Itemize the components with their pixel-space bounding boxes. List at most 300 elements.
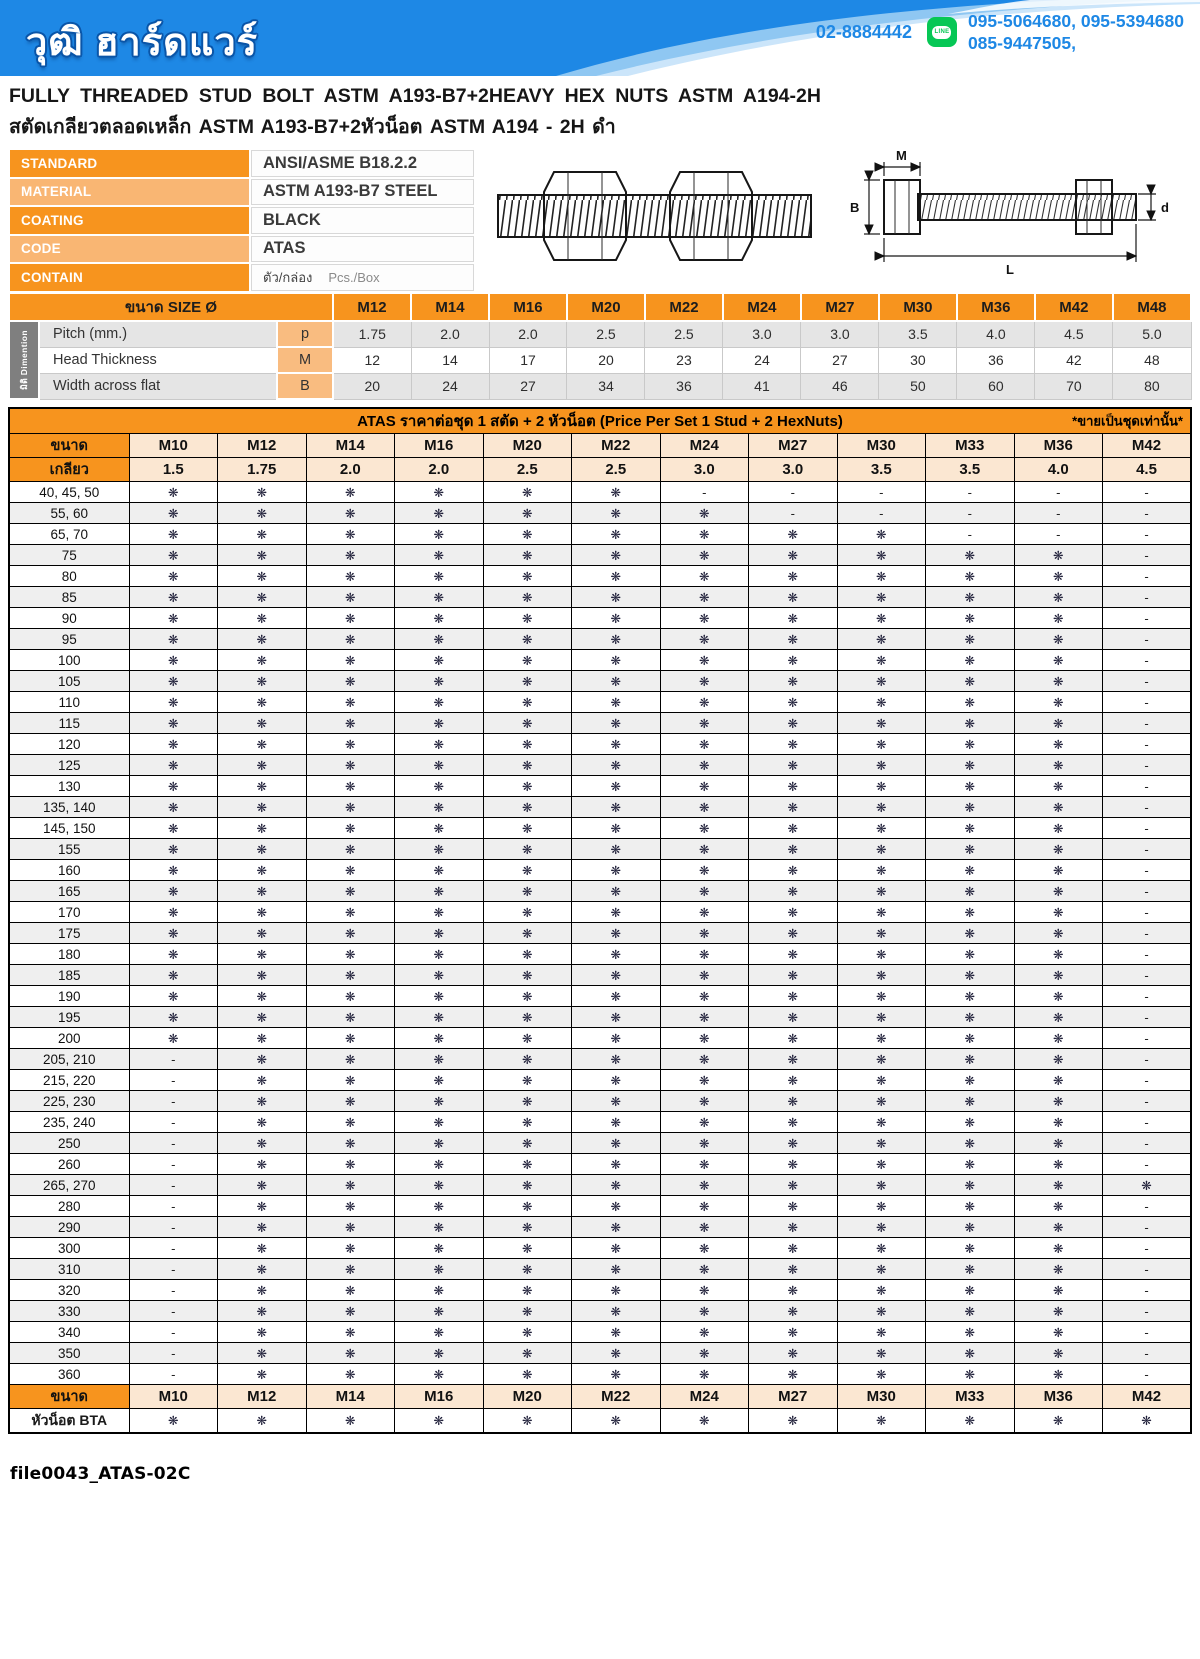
hidden-price-swirl-icon: ❋ (256, 1241, 267, 1256)
price-cell (837, 1217, 926, 1238)
price-cell (483, 1364, 572, 1385)
price-data-row (9, 503, 1191, 524)
length-cell: 320 (9, 1280, 129, 1301)
price-cell (129, 986, 218, 1007)
hidden-price-swirl-icon: ❋ (964, 1199, 975, 1214)
hidden-price-swirl-icon: ❋ (699, 1052, 710, 1067)
price-cell (1014, 1028, 1103, 1049)
size-column-header: M30 (879, 293, 957, 321)
hidden-price-swirl-icon: ❋ (256, 716, 267, 731)
hidden-price-swirl-icon: ❋ (522, 1178, 533, 1193)
price-cell (837, 776, 926, 797)
hidden-price-swirl-icon: ❋ (522, 863, 533, 878)
hidden-price-swirl-icon: ❋ (787, 1262, 798, 1277)
hidden-price-swirl-icon: ❋ (256, 1346, 267, 1361)
price-cell (306, 1301, 395, 1322)
price-cell: - (1103, 1322, 1192, 1343)
hidden-price-swirl-icon: ❋ (256, 1010, 267, 1025)
size-column-header: M12 (333, 293, 411, 321)
price-cell (837, 902, 926, 923)
hidden-price-swirl-icon: ❋ (256, 653, 267, 668)
size-value-cell: 17 (489, 347, 567, 373)
price-cell (395, 1154, 484, 1175)
hidden-price-swirl-icon: ❋ (345, 884, 356, 899)
hidden-price-swirl-icon: ❋ (787, 1010, 798, 1025)
price-size-footer-row (9, 1385, 1191, 1409)
price-cell (483, 692, 572, 713)
hidden-price-swirl-icon: ❋ (876, 1115, 887, 1130)
hidden-price-swirl-icon: ❋ (787, 1052, 798, 1067)
price-cell (218, 482, 307, 503)
price-cell (1014, 608, 1103, 629)
hidden-price-swirl-icon: ❋ (699, 1136, 710, 1151)
hidden-price-swirl-icon: ❋ (1053, 884, 1064, 899)
price-cell (395, 1343, 484, 1364)
hidden-price-swirl-icon: ❋ (1053, 1031, 1064, 1046)
product-title-th: สตัดเกลียวตลอดเหล็ก ASTM A193-B7+2หัวน็อต ASTM A194 - 2H ดำ (9, 116, 616, 138)
hidden-price-swirl-icon: ❋ (699, 1199, 710, 1214)
price-cell: - (1103, 923, 1192, 944)
price-cell (749, 965, 838, 986)
price-cell (660, 545, 749, 566)
hidden-price-swirl-icon: ❋ (699, 653, 710, 668)
size-row-name: Width across flat (39, 373, 277, 399)
price-cell (1014, 965, 1103, 986)
size-value-cell: 2.0 (411, 321, 489, 347)
hidden-price-swirl-icon: ❋ (522, 1304, 533, 1319)
length-cell: 145, 150 (9, 818, 129, 839)
price-cell (483, 923, 572, 944)
hidden-price-swirl-icon: ❋ (699, 716, 710, 731)
size-value-cell: 2.5 (645, 321, 723, 347)
hidden-price-swirl-icon: ❋ (699, 926, 710, 941)
price-cell (306, 965, 395, 986)
price-cell: - (1014, 482, 1103, 503)
price-cell: - (1103, 629, 1192, 650)
price-cell (572, 503, 661, 524)
price-cell (660, 839, 749, 860)
header-banner (0, 0, 1200, 76)
price-cell (660, 923, 749, 944)
price-cell (749, 629, 838, 650)
hidden-price-swirl-icon: ❋ (787, 1031, 798, 1046)
price-cell (306, 671, 395, 692)
hidden-price-swirl-icon: ❋ (964, 1031, 975, 1046)
sold-as-set-note: *ขายเป็นชุดเท่านั้น* (1072, 413, 1183, 429)
price-header-value: M20 (483, 434, 572, 458)
size-row (9, 321, 1191, 347)
hidden-price-swirl-icon: ❋ (433, 611, 444, 626)
contact-area (816, 10, 1184, 54)
hidden-price-swirl-icon: ❋ (787, 905, 798, 920)
price-cell (1103, 1409, 1192, 1434)
hidden-price-swirl-icon: ❋ (168, 1031, 179, 1046)
price-cell (837, 1301, 926, 1322)
dimension-side-tab-label: มิติ Dimention (19, 330, 29, 390)
price-cell (395, 797, 484, 818)
price-cell (749, 671, 838, 692)
price-cell (660, 1175, 749, 1196)
hidden-price-swirl-icon: ❋ (787, 989, 798, 1004)
hidden-price-swirl-icon: ❋ (1053, 800, 1064, 815)
price-cell (572, 713, 661, 734)
hidden-price-swirl-icon: ❋ (876, 1367, 887, 1382)
price-cell (749, 545, 838, 566)
price-cell (926, 965, 1015, 986)
price-cell (306, 1343, 395, 1364)
hidden-price-swirl-icon: ❋ (522, 1073, 533, 1088)
hidden-price-swirl-icon: ❋ (699, 1178, 710, 1193)
hidden-price-swirl-icon: ❋ (964, 590, 975, 605)
hidden-price-swirl-icon: ❋ (1053, 905, 1064, 920)
price-cell (926, 860, 1015, 881)
price-cell (572, 860, 661, 881)
price-header-value: M12 (218, 1385, 307, 1409)
price-cell: - (129, 1280, 218, 1301)
length-cell: 55, 60 (9, 503, 129, 524)
price-header-value: M22 (572, 1385, 661, 1409)
price-cell (926, 818, 1015, 839)
price-cell: - (1014, 503, 1103, 524)
price-cell (837, 1133, 926, 1154)
price-cell (129, 902, 218, 923)
title-block (0, 76, 1200, 142)
price-cell (483, 1238, 572, 1259)
hidden-price-swirl-icon: ❋ (433, 737, 444, 752)
hidden-price-swirl-icon: ❋ (256, 1367, 267, 1382)
length-cell: 330 (9, 1301, 129, 1322)
price-cell (837, 629, 926, 650)
hidden-price-swirl-icon: ❋ (787, 1178, 798, 1193)
price-cell (660, 965, 749, 986)
hidden-price-swirl-icon: ❋ (787, 632, 798, 647)
price-cell (218, 1070, 307, 1091)
price-cell (218, 839, 307, 860)
hidden-price-swirl-icon: ❋ (522, 569, 533, 584)
hidden-price-swirl-icon: ❋ (876, 905, 887, 920)
hidden-price-swirl-icon: ❋ (610, 506, 621, 521)
hidden-price-swirl-icon: ❋ (964, 884, 975, 899)
hidden-price-swirl-icon: ❋ (876, 800, 887, 815)
price-cell (1014, 1409, 1103, 1434)
hidden-price-swirl-icon: ❋ (964, 1115, 975, 1130)
hidden-price-swirl-icon: ❋ (787, 1414, 798, 1428)
hidden-price-swirl-icon: ❋ (964, 716, 975, 731)
price-cell (483, 608, 572, 629)
hidden-price-swirl-icon: ❋ (433, 1073, 444, 1088)
price-cell (395, 902, 484, 923)
price-cell: - (129, 1238, 218, 1259)
price-cell (1014, 671, 1103, 692)
hidden-price-swirl-icon: ❋ (522, 1220, 533, 1235)
price-cell (483, 1007, 572, 1028)
hidden-price-swirl-icon: ❋ (433, 926, 444, 941)
price-cell (483, 1280, 572, 1301)
hidden-price-swirl-icon: ❋ (433, 968, 444, 983)
price-cell: - (129, 1259, 218, 1280)
price-header-value: 4.5 (1103, 458, 1192, 482)
hidden-price-swirl-icon: ❋ (610, 947, 621, 962)
price-cell (749, 1217, 838, 1238)
length-cell: 120 (9, 734, 129, 755)
price-cell (837, 524, 926, 545)
price-cell: - (1103, 860, 1192, 881)
hidden-price-swirl-icon: ❋ (876, 1052, 887, 1067)
hidden-price-swirl-icon: ❋ (433, 1157, 444, 1172)
price-header-value: M42 (1103, 1385, 1192, 1409)
hidden-price-swirl-icon: ❋ (1053, 968, 1064, 983)
hidden-price-swirl-icon: ❋ (964, 800, 975, 815)
size-value-cell: 3.5 (879, 321, 957, 347)
price-cell (306, 1409, 395, 1434)
price-cell (306, 1112, 395, 1133)
price-cell (395, 671, 484, 692)
price-cell (129, 944, 218, 965)
price-cell (483, 965, 572, 986)
hidden-price-swirl-icon: ❋ (345, 1115, 356, 1130)
spec-value (251, 264, 474, 291)
hidden-price-swirl-icon: ❋ (522, 737, 533, 752)
price-cell (306, 986, 395, 1007)
price-cell (837, 671, 926, 692)
length-cell: 225, 230 (9, 1091, 129, 1112)
price-cell (218, 776, 307, 797)
size-dimension-table (8, 292, 1192, 400)
hidden-price-swirl-icon: ❋ (433, 716, 444, 731)
price-cell: - (1103, 881, 1192, 902)
price-cell (395, 1301, 484, 1322)
price-cell (306, 776, 395, 797)
price-cell (306, 818, 395, 839)
dim-label-l: L (1006, 262, 1014, 277)
hidden-price-swirl-icon: ❋ (1053, 1010, 1064, 1025)
price-cell (395, 1007, 484, 1028)
price-cell: - (1103, 1070, 1192, 1091)
price-cell (129, 650, 218, 671)
price-cell (660, 1028, 749, 1049)
hidden-price-swirl-icon: ❋ (168, 674, 179, 689)
price-cell (306, 650, 395, 671)
hidden-price-swirl-icon: ❋ (522, 884, 533, 899)
hidden-price-swirl-icon: ❋ (522, 758, 533, 773)
hidden-price-swirl-icon: ❋ (876, 842, 887, 857)
price-cell (926, 881, 1015, 902)
hidden-price-swirl-icon: ❋ (522, 989, 533, 1004)
length-cell: 300 (9, 1238, 129, 1259)
hidden-price-swirl-icon: ❋ (610, 926, 621, 941)
hidden-price-swirl-icon: ❋ (256, 905, 267, 920)
price-cell (926, 671, 1015, 692)
price-cell (572, 818, 661, 839)
hidden-price-swirl-icon: ❋ (699, 800, 710, 815)
price-cell: - (1103, 776, 1192, 797)
hidden-price-swirl-icon: ❋ (699, 1073, 710, 1088)
price-cell (749, 1364, 838, 1385)
hidden-price-swirl-icon: ❋ (168, 485, 179, 500)
price-cell (483, 1301, 572, 1322)
price-cell (660, 524, 749, 545)
hidden-price-swirl-icon: ❋ (345, 485, 356, 500)
hidden-price-swirl-icon: ❋ (345, 1031, 356, 1046)
price-header-value: M30 (837, 1385, 926, 1409)
price-cell (1014, 1364, 1103, 1385)
hidden-price-swirl-icon: ❋ (256, 569, 267, 584)
hidden-price-swirl-icon: ❋ (1053, 569, 1064, 584)
price-cell (572, 524, 661, 545)
hidden-price-swirl-icon: ❋ (1053, 1094, 1064, 1109)
hidden-price-swirl-icon: ❋ (1053, 611, 1064, 626)
price-cell (926, 1280, 1015, 1301)
price-cell: - (1103, 713, 1192, 734)
hidden-price-swirl-icon: ❋ (522, 674, 533, 689)
price-cell (1014, 1280, 1103, 1301)
price-cell (218, 1175, 307, 1196)
price-cell (572, 1028, 661, 1049)
length-cell: 350 (9, 1343, 129, 1364)
length-cell: 95 (9, 629, 129, 650)
hidden-price-swirl-icon: ❋ (1053, 1220, 1064, 1235)
price-cell (749, 608, 838, 629)
price-cell (218, 1238, 307, 1259)
price-cell (218, 545, 307, 566)
size-value-cell: 4.0 (957, 321, 1035, 347)
price-cell (218, 1133, 307, 1154)
price-cell (660, 1133, 749, 1154)
price-cell (749, 1196, 838, 1217)
length-cell: 215, 220 (9, 1070, 129, 1091)
hidden-price-swirl-icon: ❋ (699, 632, 710, 647)
hidden-price-swirl-icon: ❋ (345, 989, 356, 1004)
hidden-price-swirl-icon: ❋ (699, 1262, 710, 1277)
price-cell: - (129, 1364, 218, 1385)
size-value-cell: 24 (411, 373, 489, 399)
price-cell (926, 692, 1015, 713)
hidden-price-swirl-icon: ❋ (433, 1136, 444, 1151)
hidden-price-swirl-icon: ❋ (522, 779, 533, 794)
price-cell (306, 797, 395, 818)
price-cell (395, 1409, 484, 1434)
hidden-price-swirl-icon: ❋ (876, 632, 887, 647)
size-value-cell: 36 (645, 373, 723, 399)
hidden-price-swirl-icon: ❋ (433, 548, 444, 563)
price-cell (572, 965, 661, 986)
size-value-cell: 27 (489, 373, 567, 399)
hidden-price-swirl-icon: ❋ (964, 1262, 975, 1277)
spec-value: BLACK (251, 207, 474, 234)
price-cell (837, 923, 926, 944)
hidden-price-swirl-icon: ❋ (522, 527, 533, 542)
price-cell (660, 1091, 749, 1112)
price-cell (572, 629, 661, 650)
hidden-price-swirl-icon: ❋ (787, 1136, 798, 1151)
price-data-row (9, 944, 1191, 965)
price-cell (660, 1364, 749, 1385)
hidden-price-swirl-icon: ❋ (522, 695, 533, 710)
price-cell (395, 482, 484, 503)
hidden-price-swirl-icon: ❋ (168, 569, 179, 584)
hidden-price-swirl-icon: ❋ (699, 695, 710, 710)
price-cell (218, 1301, 307, 1322)
price-cell (926, 1217, 1015, 1238)
price-cell (129, 965, 218, 986)
hidden-price-swirl-icon: ❋ (1053, 632, 1064, 647)
hidden-price-swirl-icon: ❋ (964, 989, 975, 1004)
hidden-price-swirl-icon: ❋ (522, 800, 533, 815)
hidden-price-swirl-icon: ❋ (345, 527, 356, 542)
hidden-price-swirl-icon: ❋ (168, 884, 179, 899)
price-cell (837, 1409, 926, 1434)
price-cell (483, 1259, 572, 1280)
price-cell (1014, 1070, 1103, 1091)
hidden-price-swirl-icon: ❋ (433, 1283, 444, 1298)
price-cell (926, 1175, 1015, 1196)
hidden-price-swirl-icon: ❋ (699, 674, 710, 689)
hidden-price-swirl-icon: ❋ (168, 527, 179, 542)
price-cell (926, 944, 1015, 965)
size-row-symbol: p (277, 321, 333, 347)
price-cell (483, 1322, 572, 1343)
price-cell (572, 881, 661, 902)
price-cell (749, 1112, 838, 1133)
price-cell (129, 1409, 218, 1434)
hidden-price-swirl-icon: ❋ (699, 506, 710, 521)
hidden-price-swirl-icon: ❋ (876, 1178, 887, 1193)
price-cell (218, 902, 307, 923)
price-cell (926, 608, 1015, 629)
price-cell (306, 1007, 395, 1028)
price-cell (129, 839, 218, 860)
hidden-price-swirl-icon: ❋ (610, 737, 621, 752)
price-header-value: M42 (1103, 434, 1192, 458)
hidden-price-swirl-icon: ❋ (876, 653, 887, 668)
price-cell (926, 1259, 1015, 1280)
size-column-header: M14 (411, 293, 489, 321)
price-data-row (9, 734, 1191, 755)
size-value-cell: 48 (1113, 347, 1191, 373)
hidden-price-swirl-icon: ❋ (256, 548, 267, 563)
price-cell (660, 1196, 749, 1217)
price-cell (1014, 776, 1103, 797)
size-column-header: M48 (1113, 293, 1191, 321)
price-cell: - (926, 503, 1015, 524)
hidden-price-swirl-icon: ❋ (787, 1220, 798, 1235)
phone-numbers-mobile-line1: 095-5064680, 095-5394680 (967, 11, 1184, 31)
price-header-value: M36 (1014, 1385, 1103, 1409)
price-header-value: 4.0 (1014, 458, 1103, 482)
price-cell (749, 566, 838, 587)
size-row-name: Head Thickness (39, 347, 277, 373)
length-cell: 170 (9, 902, 129, 923)
hidden-price-swirl-icon: ❋ (876, 611, 887, 626)
price-cell: - (1103, 1217, 1192, 1238)
price-cell (129, 671, 218, 692)
price-header-value: M12 (218, 434, 307, 458)
hidden-price-swirl-icon: ❋ (610, 1157, 621, 1172)
price-cell (572, 734, 661, 755)
hidden-price-swirl-icon: ❋ (876, 1220, 887, 1235)
hidden-price-swirl-icon: ❋ (256, 1178, 267, 1193)
hidden-price-swirl-icon: ❋ (1053, 1414, 1064, 1428)
length-cell: 200 (9, 1028, 129, 1049)
price-cell (483, 986, 572, 1007)
hidden-price-swirl-icon: ❋ (522, 926, 533, 941)
hidden-price-swirl-icon: ❋ (876, 1304, 887, 1319)
price-data-row (9, 902, 1191, 923)
hidden-price-swirl-icon: ❋ (699, 842, 710, 857)
price-cell (306, 608, 395, 629)
price-cell (572, 986, 661, 1007)
hidden-price-swirl-icon: ❋ (699, 947, 710, 962)
